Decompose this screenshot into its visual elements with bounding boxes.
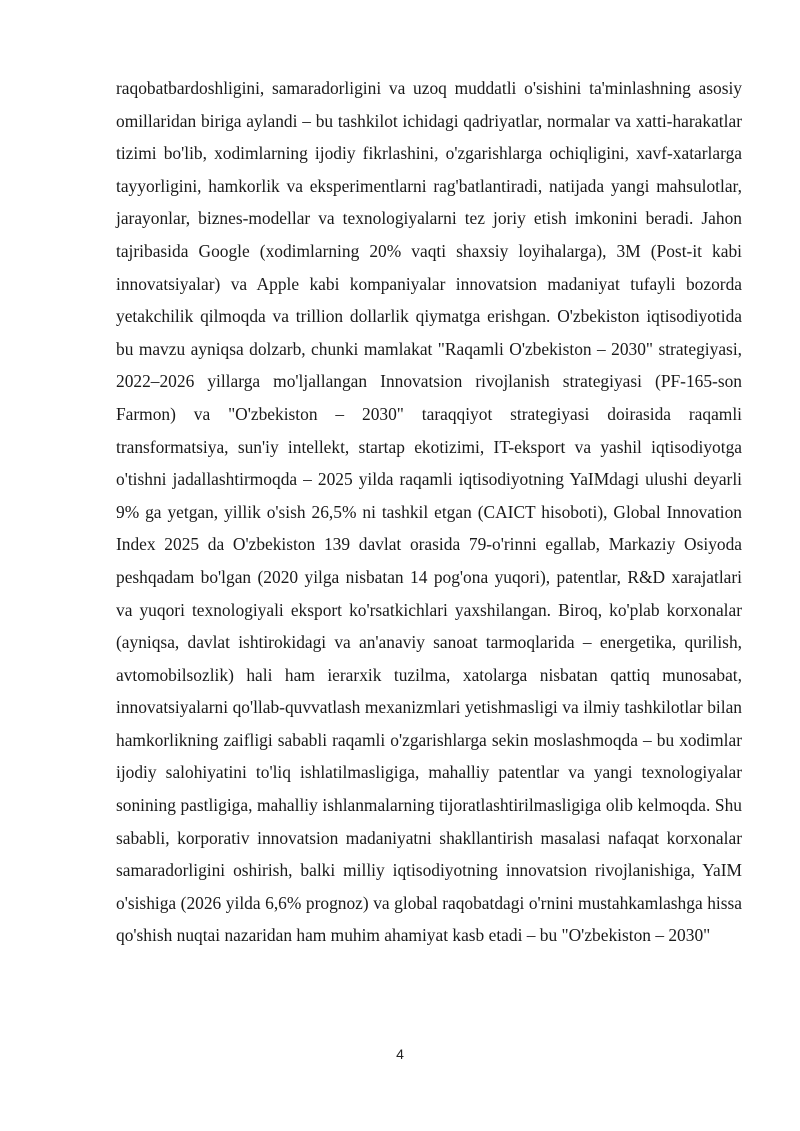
body-paragraph: raqobatbardoshligini, samaradorligini va uzoq muddatli o'sishini ta'minlashning asosiy omillaridan biriga aylandi – bu tashkilot ichidagi qadriyatlar, normalar va xatti-harakatlar tizimi bo'lib, xodimlarning ijodiy fikrlashini, o'zgarishlarga ochiqligini, xavf-xatarlarga tayyorligini, hamkorlik va eksperimentlarni rag'batlantiradi, natijada yangi mahsulotlar, jarayonlar, biznes-modellar va texnologiyalarni tez joriy etish imkonini beradi. Jahon tajribasida Google (xodimlarning 20% vaqti shaxsiy loyihalarga), 3M (Post-it kabi innovatsiyalar) va Apple kabi kompaniyalar innovatsion madaniyat tufayli bozorda yetakchilik qilmoqda va trillion dollarlik qiymatga erishgan. O'zbekiston iqtisodiyotida bu mavzu ayniqsa dolzarb, chunki mamlakat "Raqamli O'zbekiston – 2030" strategiyasi, 2022–2026 yillarga mo'ljallangan Innovatsion rivojlanish strategiyasi (PF-165-son Farmon) va "O'zbekiston – 2030" taraqqiyot strategiyasi doirasida raqamli transformatsiya, sun'iy intellekt, startap ekotizimi, IT-eksport va yashil iqtisodiyotga o'tishni jadallashtirmoqda – 2025 yilda raqamli iqtisodiyotning YaIMdagi ulushi deyarli 9% ga yetgan, yillik o'sish 26,5% ni tashkil etgan (CAICT hisoboti), Global Innovation Index 2025 da O'zbekiston 139 davlat orasida 79-o'rinni egallab, Markaziy Osiyoda peshqadam bo'lgan (2020 yilga nisbatan 14 pog'ona yuqori), patentlar, R&D xarajatlari va yuqori texnologiyali eksport ko'rsatkichlari yaxshilangan. Biroq, ko'plab korxonalar (ayniqsa, davlat ishtirokidagi va an'anaviy sanoat tarmoqlarida – energetika, qurilish, avtomobilsozlik) hali ham ierarxik tuzilma, xatolarga nisbatan qattiq munosabat, innovatsiyalarni qo'llab-quvvatlash mexanizmlari yetishmasligi va ilmiy tashkilotlar bilan hamkorlikning zaifligi sababli raqamli o'zgarishlarga sekin moslashmoqda – bu xodimlar ijodiy salohiyatini to'liq ishlatilmasligiga, mahalliy patentlar va yangi texnologiyalar sonining pastligiga, mahalliy ishlanmalarning tijoratlashtirilmasligiga olib kelmoqda. Shu sababli, korporativ innovatsion madaniyatni shakllantirish masalasi nafaqat korxonalar samaradorligini oshirish, balki milliy iqtisodiyotning innovatsion rivojlanishiga, YaIM o'sishiga (2026 yilda 6,6% prognoz) va global raqobatdagi o'rnini mustahkamlashga hissa qo'shish nuqtai nazaridan ham muhim ahamiyat kasb etadi – bu "O'zbekiston – 2030": [116, 78, 742, 946]
page-number: 4: [396, 1046, 404, 1062]
